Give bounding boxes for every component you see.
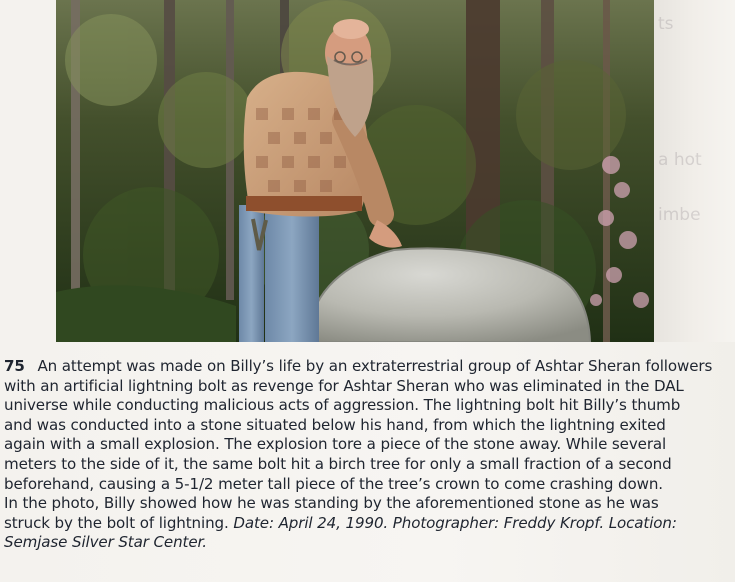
caption-line-9 [4,514,726,534]
caption-line-2: with an artificial lightning bolt as revenge for Ashtar Sheran who was eliminated in the DAL [4,376,684,395]
bleed-through-text-2: a hot [658,150,702,170]
page-margin-shadow [654,0,735,342]
location-name: Semjase Silver Star Center. [4,533,207,552]
photo-date: Date: April 24, 1990. [233,513,389,532]
caption-text-9: struck by the bolt of lightning. [4,513,229,532]
photo-billy-stone-forest [56,0,654,342]
caption-line-6: meters to the side of it, the same bolt hit a birch tree for only a small fraction of a second [4,454,672,473]
caption-line-8: In the photo, Billy showed how he was standing by the aforementioned stone as he was [4,494,659,513]
caption-line-5: again with a small explosion. The explosion tore a piece of the stone away. While several [4,435,667,454]
caption-line-7: beforehand, causing a 5-1/2 meter tall piece of the tree’s crown to come crashing down. [4,474,663,493]
caption-line-3: universe while conducting malicious acts of aggression. The lightning bolt hit Billy’s thumb [4,396,681,415]
photographer: Photographer: Freddy Kropf. [392,513,605,532]
caption-line-4: and was conducted into a stone situated below his hand, from which the lightning exited [4,415,666,434]
location-label: Location: [608,513,677,532]
figure-number: 75 [4,357,25,375]
caption-line-1 [4,357,726,377]
photo-caption [4,357,726,553]
bleed-through-text-3: imbe [658,205,701,225]
bleed-through-text-1: ts [658,14,674,34]
caption-text-1: An attempt was made on Billy’s life by an extraterrestrial group of Ashtar Sheran followers [37,357,713,375]
